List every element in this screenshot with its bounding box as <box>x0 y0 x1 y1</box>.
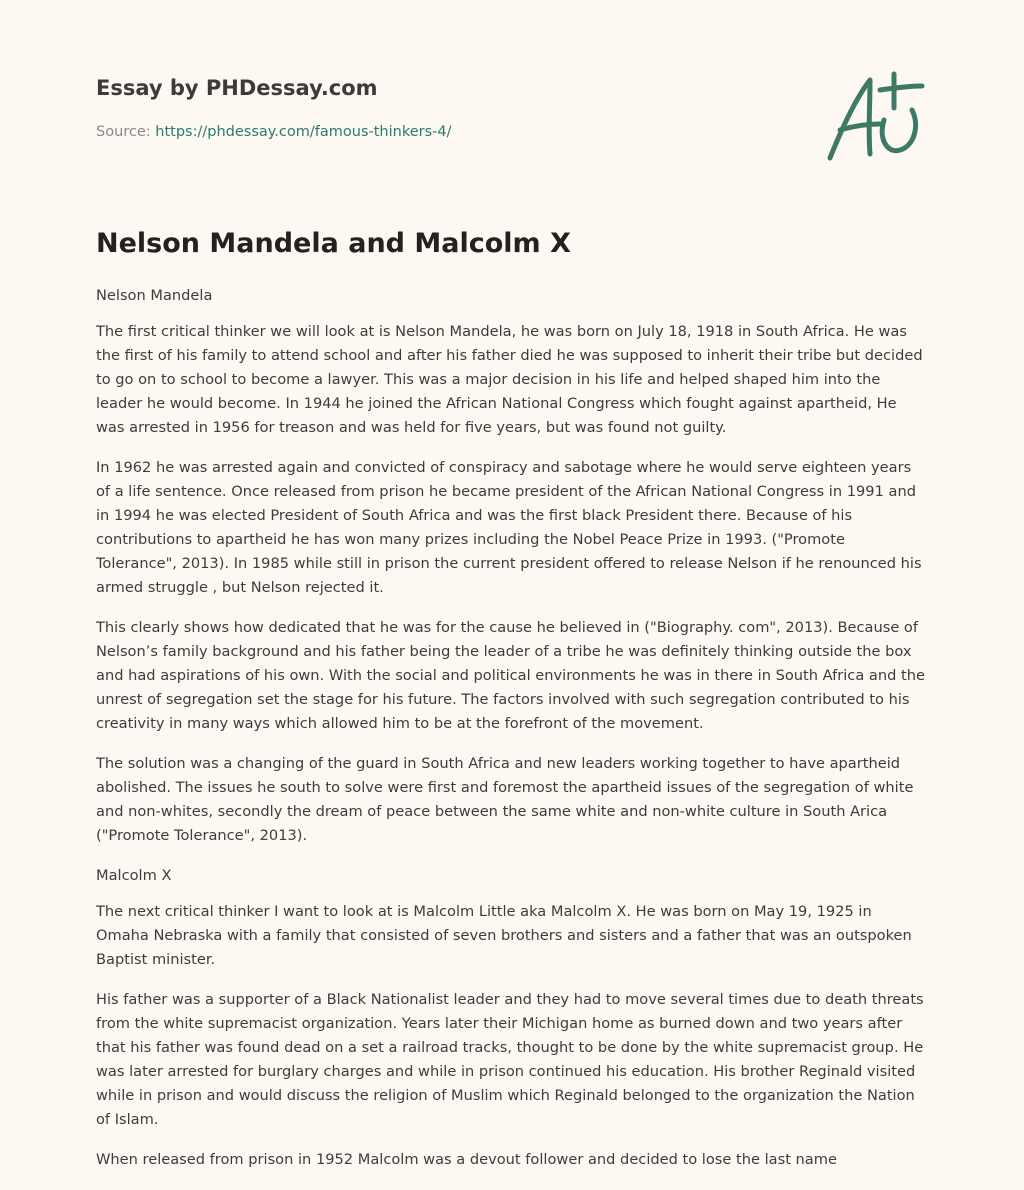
source-link[interactable]: https://phdessay.com/famous-thinkers-4/ <box>155 124 452 140</box>
section-heading-malcolm: Malcolm X <box>96 867 172 884</box>
paragraph: In 1962 he was arrested again and convicted of conspiracy and sabotage where he would serve eighteen years of a life sentence. Once released from prison he became president of the African National Congress in 1991 and in 1994 he was elected President of South Africa and was the first black President there. Because of his contributions to apartheid he has won many prizes including the Nobel Peace Prize in 1993. ("Promote Tolerance", 2013). In 1985 while still in prison the current president offered to release Nelson if he renounced his armed struggle , but Nelson rejected it. <box>96 459 922 596</box>
a-plus-logo-icon <box>824 68 928 164</box>
source-line <box>96 124 451 140</box>
paragraph: When released from prison in 1952 Malcolm was a devout follower and decided to lose the last name <box>96 1151 837 1168</box>
paragraph: The solution was a changing of the guard in South Africa and new leaders working together to have apartheid abolished. The issues he south to solve were first and foremost the apartheid issues of the segregation of white and non-whites, secondly the dream of peace between the same white and non-white culture in South Arica ("Promote Tolerance", 2013). <box>96 755 914 844</box>
site-title: Essay by PHDessay.com <box>96 76 378 100</box>
section-heading-mandela: Nelson Mandela <box>96 287 213 304</box>
paragraph: His father was a supporter of a Black Nationalist leader and they had to move several times due to death threats from the white supremacist organization. Years later their Michigan home as burned down and two years after that his father was found dead on a set a railroad tracks, thought to be done by the white supremacist group. He was later arrested for burglary charges and while in prison continued his education. His brother Reginald visited while in prison and would discuss the religion of Muslim which Reginald belonged to the organization the Nation of Islam. <box>96 991 924 1128</box>
paragraph: This clearly shows how dedicated that he was for the cause he believed in ("Biography. com", 2013). Because of Nelson’s family background and his father being the leader of a tribe he was definitely thinking outside the box and had aspirations of his own. With the social and political environments he was in there in South Africa and the unrest of segregation set the stage for his future. The factors involved with such segregation contributed to his creativity in many ways which allowed him to be at the forefront of the movement. <box>96 619 925 732</box>
paragraph: The first critical thinker we will look at is Nelson Mandela, he was born on July 18, 1918 in South Africa. He was the first of his family to attend school and after his father died he was supposed to inherit their tribe but decided to go on to school to become a lawyer. This was a major decision in his life and helped shaped him into the leader he would become. In 1944 he joined the African National Congress which fought against apartheid, He was arrested in 1956 for treason and was held for five years, but was found not guilty. <box>96 323 923 436</box>
essay-title: Nelson Mandela and Malcolm X <box>96 228 571 259</box>
source-label: Source: <box>96 124 156 140</box>
essay-body <box>96 284 926 1188</box>
paragraph: The next critical thinker I want to look at is Malcolm Little aka Malcolm X. He was born on May 19, 1925 in Omaha Nebraska with a family that consisted of seven brothers and sisters and a father that was an outspoken Baptist minister. <box>96 903 912 968</box>
